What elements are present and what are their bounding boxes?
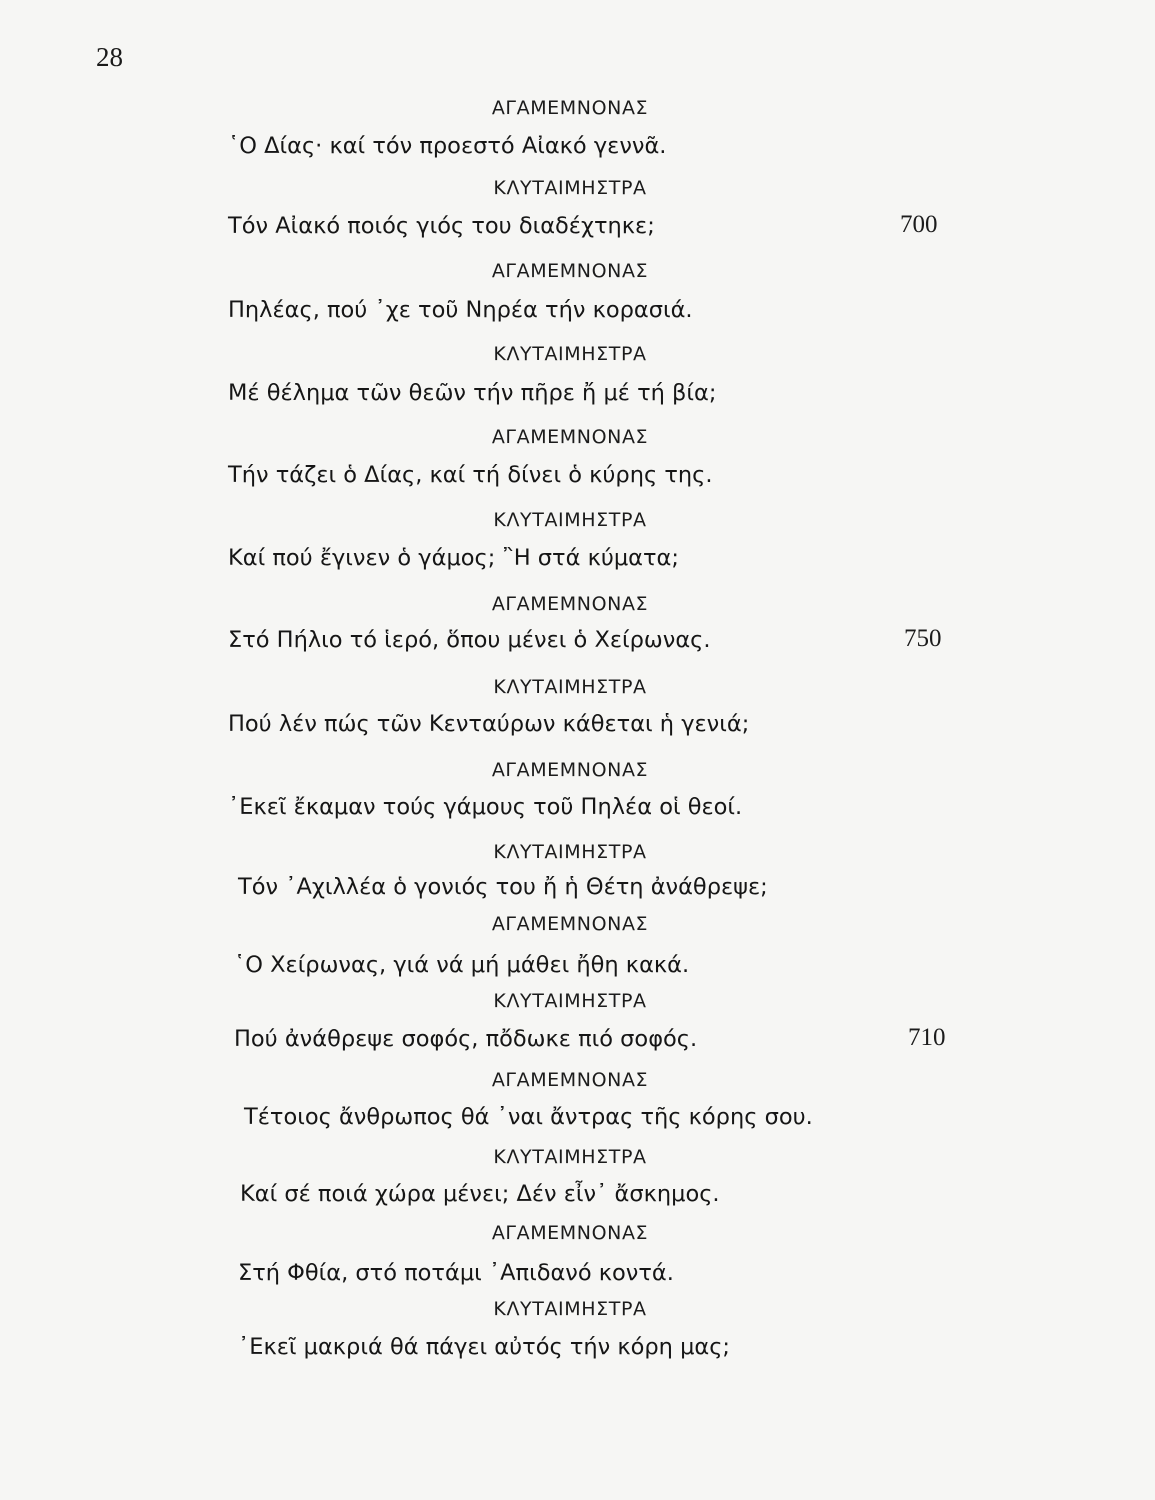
- speaker-name: ΑΓΑΜΕΜΝΟΝΑΣ: [491, 97, 649, 119]
- verse-line: ᾿Εκεῖ ἔκαμαν τούς γάμους τοῦ Πηλέα οἱ θεοί.: [228, 794, 743, 820]
- speaker-name: ΚΛΥΤΑΙΜΗΣΤΡΑ: [493, 509, 647, 531]
- speaker-name: ΚΛΥΤΑΙΜΗΣΤΡΑ: [493, 676, 647, 698]
- page-number: 28: [96, 42, 123, 72]
- verse-line: Τόν ᾿Αχιλλέα ὁ γονιός του ἤ ἡ Θέτη ἀνάθρεψε;: [238, 874, 768, 900]
- speaker-name: ΚΛΥΤΑΙΜΗΣΤΡΑ: [493, 1298, 647, 1320]
- speaker-name: ΚΛΥΤΑΙΜΗΣΤΡΑ: [493, 990, 647, 1012]
- speaker-name: ΚΛΥΤΑΙΜΗΣΤΡΑ: [493, 343, 647, 365]
- verse-line: Πού λέν πώς τῶν Κενταύρων κάθεται ἡ γενιά;: [228, 711, 750, 737]
- speaker-name: ΑΓΑΜΕΜΝΟΝΑΣ: [491, 426, 649, 448]
- verse-line: Μέ θέλημα τῶν θεῶν τήν πῆρε ἤ μέ τή βία;: [228, 380, 717, 406]
- verse-line: Τέτοιος ἄνθρωπος θά ᾿ναι ἄντρας τῆς κόρης σου.: [244, 1104, 813, 1130]
- speaker-name: ΚΛΥΤΑΙΜΗΣΤΡΑ: [493, 841, 647, 863]
- verse-line: Καί πού ἔγινεν ὁ γάμος; ῍Η στά κύματα;: [228, 545, 679, 571]
- speaker-name: ΚΛΥΤΑΙΜΗΣΤΡΑ: [493, 1146, 647, 1168]
- verse-line: ῾Ο Χείρωνας, γιά νά μή μάθει ἤθη κακά.: [234, 952, 690, 978]
- verse-line: Πηλέας, πού ᾿χε τοῦ Νηρέα τήν κορασιά.: [228, 297, 693, 323]
- line-number: 710: [908, 1024, 946, 1051]
- speaker-name: ΑΓΑΜΕΜΝΟΝΑΣ: [491, 913, 649, 935]
- speaker-name: ΑΓΑΜΕΜΝΟΝΑΣ: [491, 593, 649, 615]
- verse-line: Καί σέ ποιά χώρα μένει; Δέν εἶν᾿ ἄσκημος.: [240, 1181, 720, 1207]
- speaker-name: ΑΓΑΜΕΜΝΟΝΑΣ: [491, 759, 649, 781]
- verse-line: Πού ἀνάθρεψε σοφός, πὄδωκε πιό σοφός.: [234, 1026, 698, 1052]
- speaker-name: ΑΓΑΜΕΜΝΟΝΑΣ: [491, 1069, 649, 1091]
- speaker-name: ΑΓΑΜΕΜΝΟΝΑΣ: [491, 1222, 649, 1244]
- speaker-name: ΑΓΑΜΕΜΝΟΝΑΣ: [491, 260, 649, 282]
- verse-line: Τόν Αἰακό ποιός γιός του διαδέχτηκε;: [228, 213, 655, 239]
- verse-line: ῾Ο Δίας· καί τόν προεστό Αἰακό γεννᾶ.: [228, 133, 667, 159]
- verse-line: ᾿Εκεῖ μακριά θά πάγει αὐτός τήν κόρη μας;: [238, 1334, 731, 1360]
- verse-line: Τήν τάζει ὁ Δίας, καί τή δίνει ὁ κύρης της.: [228, 462, 713, 488]
- speaker-name: ΚΛΥΤΑΙΜΗΣΤΡΑ: [493, 177, 647, 199]
- verse-line: Στή Φθία, στό ποτάμι ᾿Απιδανό κοντά.: [238, 1260, 674, 1286]
- line-number: 700: [900, 211, 938, 238]
- verse-line: Στό Πήλιο τό ἱερό, ὅπου μένει ὁ Χείρωνας.: [228, 627, 711, 653]
- line-number: 750: [904, 625, 942, 652]
